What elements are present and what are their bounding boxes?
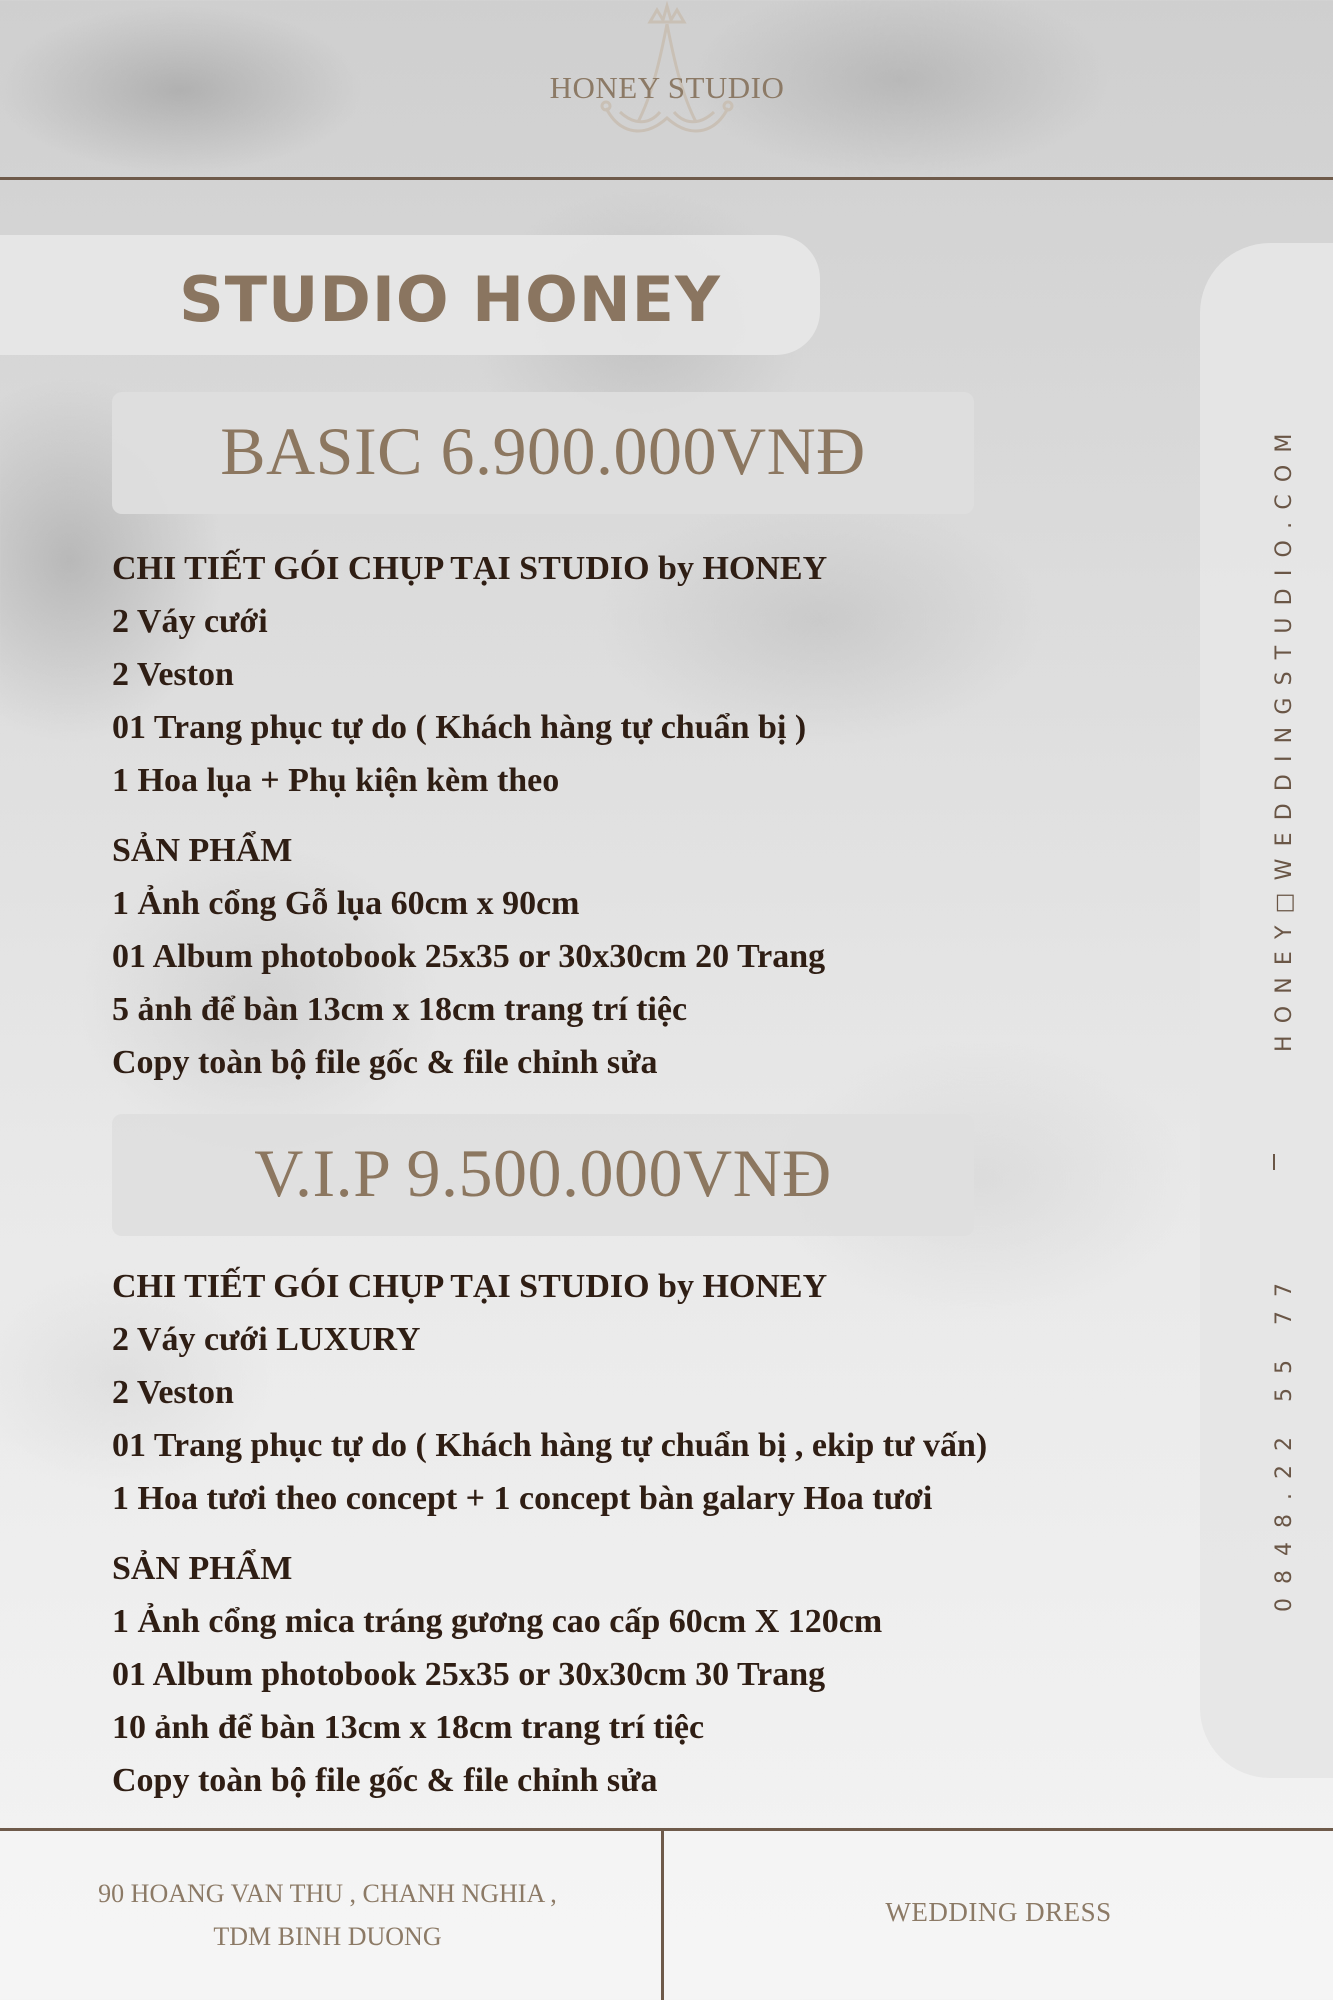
list-item: 5 ảnh để bàn 13cm x 18cm trang trí tiệc bbox=[112, 991, 688, 1028]
website-text: HONEY□WEDDINGSTUDIO.COM bbox=[1272, 421, 1297, 1052]
basic-price: BASIC 6.900.000VNĐ bbox=[220, 413, 866, 489]
address-line-2: TDM BINH DUONG bbox=[213, 1922, 442, 1951]
vip-price-box bbox=[112, 1114, 974, 1236]
footer-category: WEDDING DRESS bbox=[885, 1897, 1112, 1927]
footer-divider bbox=[0, 1828, 1333, 1831]
footer-address bbox=[40, 1872, 615, 1958]
contact-sidebar bbox=[1200, 243, 1333, 1778]
basic-price-box bbox=[112, 392, 974, 514]
address-line-1: 90 HOANG VAN THU , CHANH NGHIA , bbox=[98, 1879, 557, 1908]
list-item: 10 ảnh để bàn 13cm x 18cm trang trí tiệc bbox=[112, 1709, 705, 1746]
vip-price: V.I.P 9.500.000VNĐ bbox=[254, 1135, 832, 1211]
vip-package-list bbox=[112, 1260, 1152, 1807]
details-heading: CHI TIẾT GÓI CHỤP TẠI STUDIO by HONEY bbox=[112, 1268, 828, 1305]
details-heading: CHI TIẾT GÓI CHỤP TẠI STUDIO by HONEY bbox=[112, 550, 828, 587]
list-item: 1 Hoa lụa + Phụ kiện kèm theo bbox=[112, 762, 560, 799]
list-item: 2 Váy cưới bbox=[112, 603, 268, 640]
list-item: 2 Váy cưới LUXURY bbox=[112, 1321, 421, 1358]
list-item: Copy toàn bộ file gốc & file chỉnh sửa bbox=[112, 1044, 658, 1081]
list-item: 1 Ảnh cổng mica tráng gương cao cấp 60cm X 120cm bbox=[112, 1603, 883, 1640]
phone-number: 0848.22 55 77 bbox=[1272, 1269, 1297, 1612]
list-item: 1 Hoa tươi theo concept + 1 concept bàn galary Hoa tươi bbox=[112, 1480, 933, 1517]
header-divider bbox=[0, 177, 1333, 180]
list-item: 01 Album photobook 25x35 or 30x30cm 30 Trang bbox=[112, 1656, 826, 1693]
list-item: 01 Trang phục tự do ( Khách hàng tự chuẩn bị , ekip tư vấn) bbox=[112, 1427, 988, 1464]
products-heading: SẢN PHẨM bbox=[112, 1550, 293, 1587]
products-heading: SẢN PHẨM bbox=[112, 832, 293, 869]
list-item: 01 Album photobook 25x35 or 30x30cm 20 Trang bbox=[112, 938, 826, 975]
basic-package-list bbox=[112, 542, 1152, 1089]
list-item: 1 Ảnh cổng Gỗ lụa 60cm x 90cm bbox=[112, 885, 580, 922]
page-title: STUDIO HONEY bbox=[179, 263, 721, 336]
sidebar-separator bbox=[1273, 1154, 1275, 1170]
studio-logo bbox=[520, 0, 814, 150]
title-banner bbox=[0, 235, 820, 355]
list-item: 2 Veston bbox=[112, 656, 234, 693]
list-item: 2 Veston bbox=[112, 1374, 234, 1411]
logo-text: HONEY STUDIO bbox=[549, 70, 785, 105]
list-item: Copy toàn bộ file gốc & file chỉnh sửa bbox=[112, 1762, 658, 1799]
list-item: 01 Trang phục tự do ( Khách hàng tự chuẩn bị ) bbox=[112, 709, 807, 746]
